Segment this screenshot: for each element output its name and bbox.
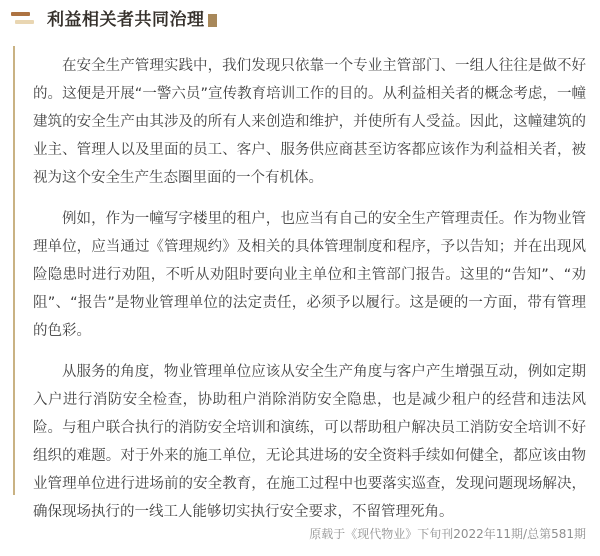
paragraph: 例如，作为一幢写字楼里的租户，也应当有自己的安全生产管理责任。作为物业管理单位，应当通过《管理规约》及相关的具体管理制度和程序，予以告知；并在出现风险隐患时进行劝阻，不听从劝阻时要向业主单位和主管部门报告。这里的“告知”、“劝阻”、“报告”是物业管理单位的法定责任，必须予以履行。这是硬的一方面，带有管理的色彩。 — [33, 211, 586, 339]
paragraph: 从服务的角度，物业管理单位应该从安全生产角度与客户产生增强互动，例如定期入户进行消防安全检查，协助租户消除消防安全隐患，也是减少租户的经营和违法风险。与租户联合执行的消防安全培训和演练，可以帮助租户解决员工消防安全培训不好组织的难题。对于外来的施工单位，无论其进场的安全资料手续如何健全，都应该由物业管理单位进行进场前的安全教育，在施工过程中也要落实巡查，发现问题现场解决，确保现场执行的一线工人能够切实执行安全要求，不留管理死角。 — [33, 364, 586, 520]
marker-bar-bottom — [15, 20, 34, 24]
title-end-square-icon — [208, 14, 217, 27]
source-footer: 原载于《现代物业》下旬刊2022年11期/总第581期 — [309, 527, 586, 541]
article-header — [11, 9, 217, 31]
page-title: 利益相关者共同治理 — [47, 10, 205, 30]
paragraph: 在安全生产管理实践中，我们发现只依靠一个专业主管部门、一组人往往是做不好的。这便是开展“一警六员”宣传教育培训工作的目的。从利益相关者的概念考虑，一幢建筑的安全生产由其涉及的所有人来创造和维护，并使所有人受益。因此，这幢建筑的业主、管理人以及里面的员工、客户、服务供应商甚至访客都应该作为利益相关者，被视为这个安全生产生态圈里面的一个有机体。 — [33, 58, 586, 186]
section-marker-icon — [11, 12, 35, 30]
marker-bar-top — [11, 12, 30, 16]
left-vertical-rule — [13, 46, 15, 495]
article-body — [33, 52, 586, 526]
